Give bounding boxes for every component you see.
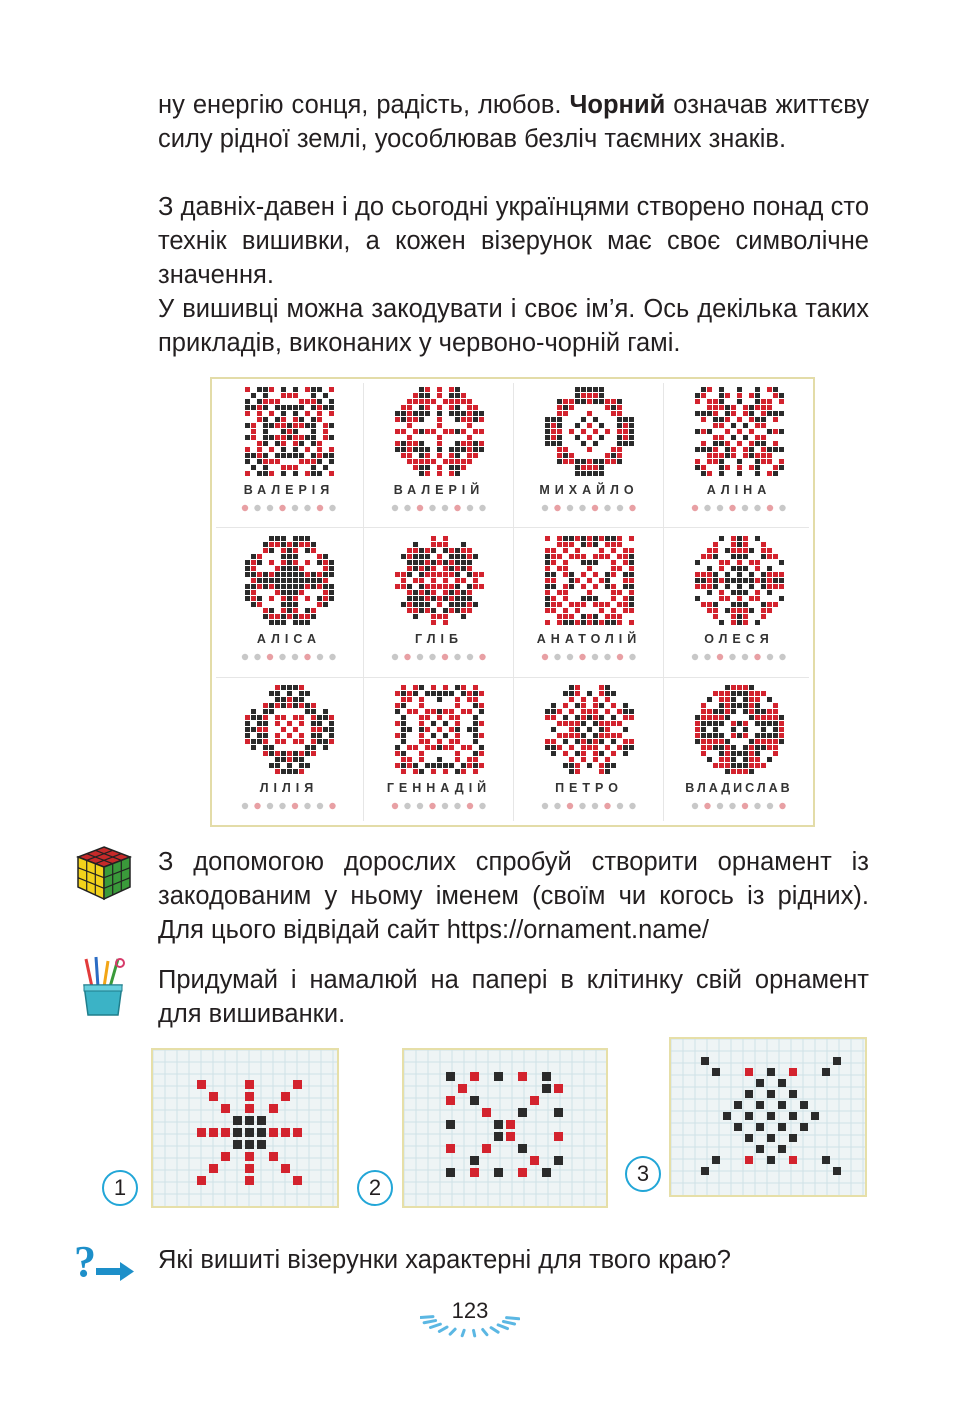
ornament-card <box>365 530 513 678</box>
ornament-name: ГЛІБ <box>414 632 463 646</box>
ornament-code-strip <box>389 801 489 811</box>
rubik-cube-icon <box>76 845 132 901</box>
task-draw-ornament: Придумай і намалюй на папері в клітинку свій орнамент для вишиванки. <box>158 966 869 1028</box>
ornament-name: ВАЛЕРІЙ <box>393 483 485 497</box>
ornament-code-strip <box>539 652 639 662</box>
ornament-card <box>515 381 663 529</box>
ornament-name: АЛІНА <box>706 483 772 497</box>
grid-divider <box>513 383 514 821</box>
ornament-motif <box>545 536 635 626</box>
sample-ornament-1 <box>151 1048 339 1208</box>
ornament-name: ВАЛЕРІЯ <box>243 483 335 497</box>
ornament-motif <box>545 387 635 477</box>
ornament-name: МИХАЙЛО <box>539 483 639 497</box>
ornament-card <box>515 530 663 678</box>
question-text: Які вишиті візерунки характерні для твого краю? <box>158 1246 731 1274</box>
sample-number-badge: 1 <box>102 1170 138 1206</box>
paragraph-colors <box>158 88 869 156</box>
ornament-card <box>365 679 513 827</box>
sample-number-badge: 2 <box>357 1170 393 1206</box>
ornament-code-strip <box>239 652 339 662</box>
paragraph-techniques: З давніх-давен і до сьогодні українцями створено понад сто технік вишивки, а кожен візерунок має своє символічне значення. <box>158 193 869 289</box>
paragraph-names: У вишивці можна закодувати і своє ім’я. Ось декілька таких прикладів, виконаних у червоно-чорній гамі. <box>158 295 869 357</box>
question-arrow-icon <box>72 1238 134 1286</box>
ornament-card <box>215 381 363 529</box>
ornament-card <box>665 381 813 529</box>
ornament-name: ПЕТРО <box>555 781 623 795</box>
p1-text-a: ну енергію сонця, радість, любов. <box>158 91 570 119</box>
ornament-card <box>665 530 813 678</box>
sample-ornament-2 <box>402 1048 608 1208</box>
p1-bold-word: Чорний <box>569 91 666 119</box>
sample-ornament-drawing <box>671 1039 865 1195</box>
ornament-name: АЛІСА <box>256 632 322 646</box>
grid-divider <box>363 383 364 821</box>
sample-number-badge: 3 <box>625 1156 661 1192</box>
ornament-code-strip <box>689 503 789 513</box>
ornament-code-strip <box>689 801 789 811</box>
page-number: 123 <box>451 1298 489 1323</box>
ornament-card <box>515 679 663 827</box>
task-create-ornament: З допомогою дорослих спробуй створити орнамент із закодованим у ньому іменем (своїм чи когось із рідних). Для цього відвідай сайт https://ornament.name/ <box>158 848 869 944</box>
page-number-block <box>420 1290 520 1340</box>
ornament-name: АНАТОЛІЙ <box>536 632 642 646</box>
ornament-code-strip <box>239 503 339 513</box>
ornament-motif <box>695 685 785 775</box>
ornament-code-strip <box>539 503 639 513</box>
ornament-motif <box>695 536 785 626</box>
ornament-code-strip <box>539 801 639 811</box>
ornament-motif <box>395 536 485 626</box>
sample-ornament-drawing <box>153 1050 337 1206</box>
ornament-motif <box>395 685 485 775</box>
sample-ornament-drawing <box>404 1050 606 1206</box>
ornament-name: ГЕННАДІЙ <box>386 781 492 795</box>
ornament-card <box>365 381 513 529</box>
svg-text:?: ? <box>74 1238 96 1286</box>
ornament-motif <box>245 685 335 775</box>
ornament-card <box>665 679 813 827</box>
ornament-code-strip <box>389 503 489 513</box>
ornament-name: ОЛЕСЯ <box>704 632 774 646</box>
ornament-code-strip <box>389 652 489 662</box>
ornament-name: ЛІЛІЯ <box>259 781 319 795</box>
ornament-code-strip <box>689 652 789 662</box>
p1-text-b: означав життєву силу рідної землі, уособлював безліч таємних знаків. <box>158 91 870 153</box>
ornament-card <box>215 679 363 827</box>
ornament-motif <box>245 387 335 477</box>
ornament-card <box>215 530 363 678</box>
ornament-motif <box>395 387 485 477</box>
ornament-name: ВЛАДИСЛАВ <box>685 781 793 795</box>
name-ornaments-figure <box>210 377 815 827</box>
ornament-code-strip <box>239 801 339 811</box>
pencil-cup-icon <box>78 955 130 1017</box>
sample-ornament-3 <box>669 1037 867 1197</box>
ornament-motif <box>695 387 785 477</box>
ornament-motif <box>545 685 635 775</box>
ornament-motif <box>245 536 335 626</box>
grid-divider <box>663 383 664 821</box>
